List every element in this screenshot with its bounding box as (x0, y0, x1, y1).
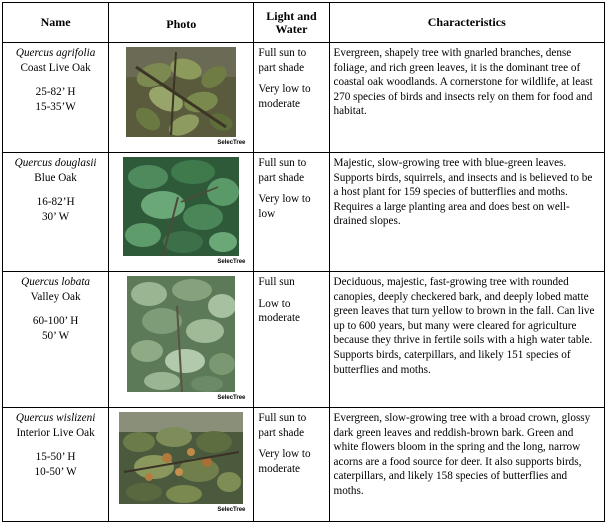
height-range: 16-82’H (36, 196, 75, 209)
water-requirement: Very low to low (258, 193, 311, 220)
light-water-cell (254, 272, 329, 408)
width-range: 10-50’ W (34, 465, 77, 478)
latin-name: Quercus wislizeni (15, 412, 96, 424)
name-cell (3, 153, 109, 272)
water-requirement: Low to moderate (258, 297, 301, 325)
common-name: Interior Live Oak (16, 426, 95, 439)
characteristics-cell (329, 272, 604, 408)
header-characteristics: Characteristics (329, 3, 604, 43)
width-range: 30’ W (41, 210, 70, 223)
common-name: Blue Oak (34, 171, 77, 184)
light-requirement: Full sun (258, 276, 295, 288)
photo-cell (109, 153, 254, 272)
photo-credit: SelecTree (217, 395, 246, 401)
light-requirement: Full sun to part shade (258, 47, 307, 74)
coast-live-oak-photo (126, 47, 236, 137)
photo-cell (109, 43, 254, 153)
latin-name: Quercus agrifolia (15, 47, 96, 59)
common-name: Coast Live Oak (20, 61, 91, 74)
blue-oak-photo (123, 157, 239, 256)
valley-oak-photo (127, 276, 235, 392)
height-range: 60-100’ H (32, 315, 79, 328)
characteristics-text: Evergreen, shapely tree with gnarled branches, dense foliage, and rich green leaves, it is the dominant tree of coastal oak woodlands. A cornerstone for wildlife, at least 270 species of birds and insects rely on them for food and habitat. (333, 47, 593, 118)
height-range: 25-82’ H (35, 86, 76, 99)
photo-credit: SelecTree (217, 507, 246, 513)
name-cell (3, 272, 109, 408)
header-light-water: Light and Water (254, 3, 329, 43)
common-name: Valley Oak (30, 290, 81, 303)
characteristics-cell (329, 408, 604, 522)
light-water-cell (254, 43, 329, 153)
characteristics-cell (329, 153, 604, 272)
name-cell (3, 408, 109, 522)
light-water-cell (254, 408, 329, 522)
width-range: 50’ W (41, 329, 70, 342)
water-requirement: Very low to moderate (258, 448, 311, 475)
name-cell (3, 43, 109, 153)
table-row (3, 408, 605, 522)
header-name: Name (3, 3, 109, 43)
photo-cell (109, 408, 254, 522)
photo-cell (109, 272, 254, 408)
width-range: 15-35’W (35, 100, 76, 113)
table-row (3, 272, 605, 408)
photo-credit: SelecTree (217, 259, 246, 265)
photo-credit: SelecTree (217, 140, 246, 146)
oak-species-table (2, 2, 605, 522)
light-requirement: Full sun to part shade (258, 157, 307, 184)
table-header-row (3, 3, 605, 43)
characteristics-text: Evergreen, slow-growing tree with a broad crown, glossy dark green leaves and reddish-brown bark. Green and white flowers bloom in the spring and the long, narrow acorns are a food source for deer. It also supports birds, caterpillars, and likely 158 species of butterflies and moths. (333, 412, 591, 497)
height-range: 15-50’ H (35, 451, 76, 464)
table-row (3, 153, 605, 272)
latin-name: Quercus douglasii (14, 157, 97, 169)
header-photo: Photo (109, 3, 254, 43)
characteristics-cell (329, 43, 604, 153)
light-requirement: Full sun to part shade (258, 412, 307, 439)
characteristics-text: Majestic, slow-growing tree with blue-green leaves. Supports birds, squirrels, and insects and is believed to be a host plant for 159 species of butterflies and moths. Requires a large planting area and does best on well-drained slopes. (333, 157, 593, 228)
table-row (3, 43, 605, 153)
characteristics-text: Deciduous, majestic, fast-growing tree with rounded canopies, deeply checkered bark, and deeply lobed matte green leaves that turn yellow to brown in the fall. Can live up to 600 years, but many were cleared for agriculture because they thrive in fertile soils with a high water table. Supports birds, caterpillars, and likely 151 species of butterflies and moths. (333, 276, 595, 376)
light-water-cell (254, 153, 329, 272)
interior-live-oak-photo (119, 412, 243, 504)
latin-name: Quercus lobata (21, 276, 91, 288)
water-requirement: Very low to moderate (258, 83, 311, 110)
